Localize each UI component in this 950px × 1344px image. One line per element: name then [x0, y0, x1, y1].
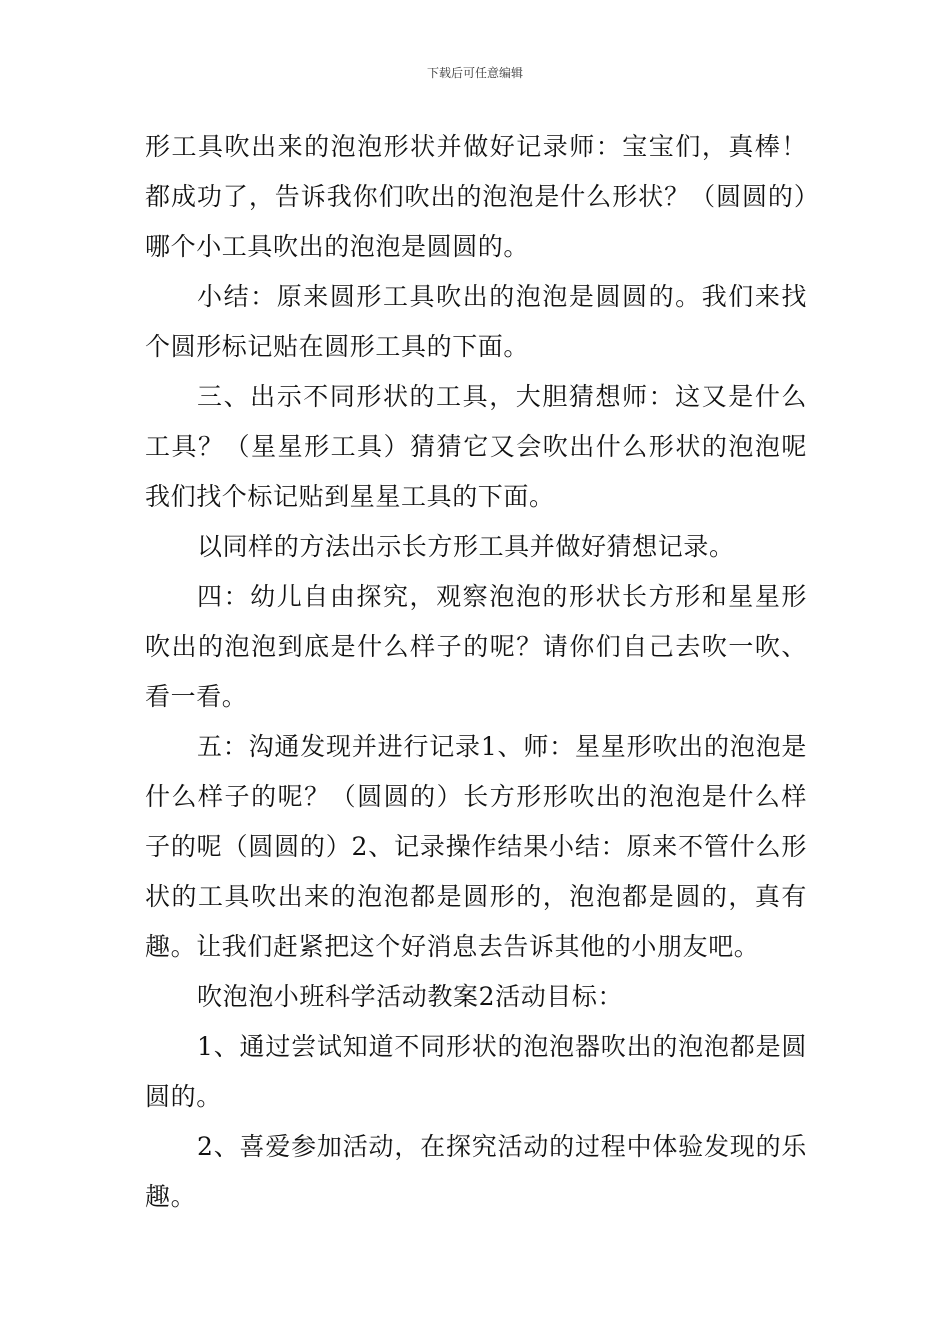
- paragraph-6: 五：沟通发现并进行记录1、师：星星形吹出的泡泡是什么样子的呢？（圆圆的）长方形形吹出的泡泡是什么样子的呢（圆圆的）2、记录操作结果小结：原来不管什么形状的工具吹出来的泡泡都是圆形的，泡泡都是圆的，真有趣。让我们赶紧把这个好消息去告诉其他的小朋友吧。: [145, 732, 807, 961]
- paragraph-9: 2、喜爱参加活动，在探究活动的过程中体验发现的乐趣。: [145, 1132, 807, 1211]
- paragraph-4: 以同样的方法出示长方形工具并做好猜想记录。: [197, 532, 735, 561]
- paragraph-1: 形工具吹出来的泡泡形状并做好记录师：宝宝们，真棒！都成功了，告诉我你们吹出的泡泡是什么形状？（圆圆的）哪个小工具吹出的泡泡是圆圆的。: [145, 132, 807, 261]
- paragraph-5: 四：幼儿自由探究，观察泡泡的形状长方形和星星形吹出的泡泡到底是什么样子的呢？请你们自己去吹一吹、看一看。: [145, 582, 807, 711]
- document-body: [145, 122, 807, 1222]
- paragraph-2: 小结：原来圆形工具吹出的泡泡是圆圆的。我们来找个圆形标记贴在圆形工具的下面。: [145, 282, 807, 361]
- paragraph-8: 1、通过尝试知道不同形状的泡泡器吹出的泡泡都是圆圆的。: [145, 1032, 807, 1111]
- paragraph-7: 吹泡泡小班科学活动教案2活动目标：: [197, 982, 624, 1011]
- page-header: 下载后可任意编辑: [426, 66, 523, 80]
- paragraph-3: 三、出示不同形状的工具，大胆猜想师：这又是什么工具？（星星形工具）猜猜它又会吹出什么形状的泡泡呢我们找个标记贴到星星工具的下面。: [145, 382, 807, 511]
